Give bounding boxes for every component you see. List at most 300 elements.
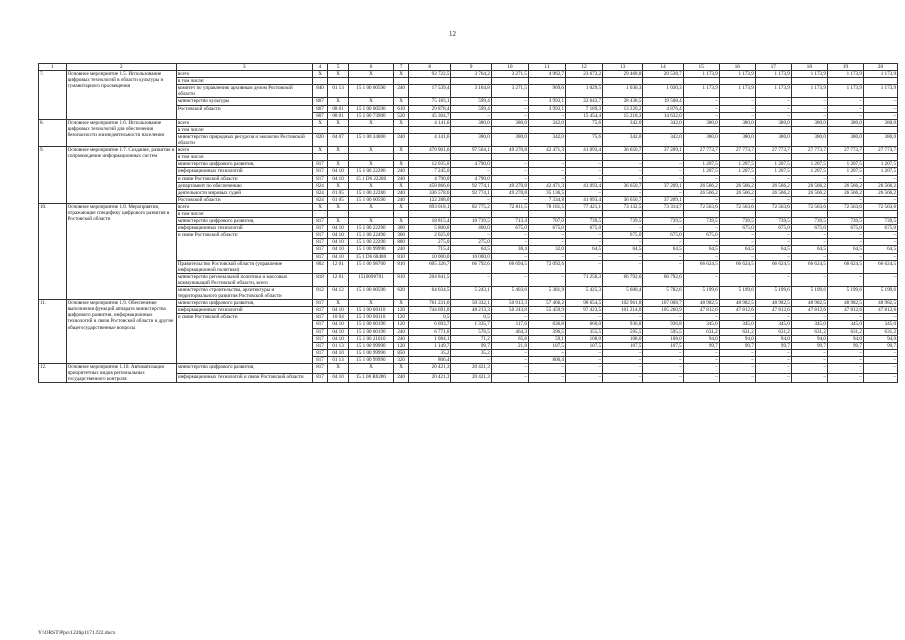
amount-cell (755, 154, 791, 161)
amount-cell: 675,0 (491, 225, 528, 232)
amount-cell: – (491, 168, 528, 175)
amount-cell: 47 812,6 (863, 307, 897, 314)
amount-cell: – (863, 105, 897, 112)
code-cell: 240 (394, 133, 409, 146)
amount-cell: 380,0 (827, 119, 863, 126)
amount-cell: – (755, 239, 791, 246)
amount-cell (791, 126, 827, 133)
amount-cell (491, 154, 528, 161)
amount-cell: – (827, 314, 863, 321)
amount-cell: 380,0 (683, 133, 719, 146)
amount-cell: – (683, 105, 719, 112)
amount-cell: – (827, 175, 863, 182)
amount-cell: 1 173,9 (755, 71, 791, 78)
executor-cell: в том числе: (176, 210, 312, 217)
amount-cell: 342,0 (643, 119, 683, 126)
amount-cell: – (643, 253, 683, 260)
code-cell: 04 10 (328, 328, 348, 335)
amount-cell: 355,5 (565, 328, 602, 335)
amount-cell: 41 093,4 (565, 196, 602, 203)
amount-cell: 108,0 (643, 335, 683, 342)
amount-cell: – (755, 253, 791, 260)
executor-cell: деятельности мировых судей (176, 189, 312, 196)
amount-cell: 20 421,3 (451, 373, 491, 383)
amount-cell: 10 000,0 (409, 253, 451, 260)
amount-cell: 345,0 (719, 321, 755, 328)
amount-cell (491, 210, 528, 217)
amount-cell: 72 563,6 (863, 203, 897, 210)
amount-cell: 936,8 (603, 321, 643, 328)
amount-cell: 631,2 (719, 328, 755, 335)
code-cell (312, 154, 328, 161)
amount-cell: 5 800,0 (409, 225, 451, 232)
amount-cell: – (827, 356, 863, 363)
code-cell: 15 1 00 73900 (348, 112, 394, 119)
amount-cell: 1 207,5 (719, 161, 755, 168)
amount-cell: 1 207,5 (791, 168, 827, 175)
code-cell: 240 (394, 168, 409, 175)
code-cell: 15 1 00 00590 (348, 196, 394, 203)
amount-cell: – (643, 189, 683, 196)
amount-cell: 396,5 (528, 328, 565, 335)
executor-cell: информационных технологий (176, 225, 312, 232)
amount-cell: 99,7 (755, 342, 791, 349)
amount-cell: – (827, 112, 863, 119)
event-name-cell: Основное мероприятие 1.5. Использование цифровых технологий в области культуры и гуманитарного просвещения (66, 71, 176, 120)
amount-cell: – (643, 161, 683, 168)
executor-cell: в том числе: (176, 126, 312, 133)
amount-cell: 660,0 (565, 321, 602, 328)
amount-cell: – (643, 260, 683, 273)
amount-cell: – (791, 175, 827, 182)
amount-cell: – (791, 373, 827, 383)
row-number-cell: 10. (39, 203, 67, 299)
executor-cell: министерство культуры (176, 98, 312, 105)
amount-cell: 631,2 (827, 328, 863, 335)
amount-cell: 49 270,8 (491, 189, 528, 196)
amount-cell: – (755, 273, 791, 286)
amount-cell: 75,6 (565, 119, 602, 126)
amount-cell: – (451, 273, 491, 286)
amount-cell: – (755, 112, 791, 119)
amount-cell: 27 773,7 (755, 147, 791, 154)
code-cell: Х (394, 147, 409, 154)
code-cell: 04 10 (328, 373, 348, 383)
code-cell: 817 (312, 321, 328, 328)
code-cell: 817 (312, 175, 328, 182)
code-cell: 15 1 00 22280 (348, 168, 394, 175)
amount-cell (643, 126, 683, 133)
amount-cell: 380,0 (683, 119, 719, 126)
amount-cell: 631,2 (863, 328, 897, 335)
amount-cell: 675,0 (827, 225, 863, 232)
header-cell: 9 (451, 64, 491, 71)
executor-cell: всего (176, 71, 312, 78)
amount-cell: – (643, 349, 683, 356)
amount-cell: – (719, 196, 755, 203)
amount-cell: 107,5 (528, 342, 565, 349)
amount-cell: 64,5 (719, 246, 755, 253)
code-cell: Х (394, 218, 409, 225)
amount-cell: 26 566,2 (683, 189, 719, 196)
amount-cell: – (791, 232, 827, 239)
amount-cell (827, 126, 863, 133)
amount-cell: 64,5 (863, 246, 897, 253)
amount-cell: 27 773,7 (719, 147, 755, 154)
amount-cell: – (719, 314, 755, 321)
code-cell: 10 04 (328, 314, 348, 321)
code-cell: 807 (312, 112, 328, 119)
amount-cell: 66 624,5 (755, 260, 791, 273)
amount-cell: 3 993,1 (528, 98, 565, 105)
amount-cell: – (643, 373, 683, 383)
amount-cell: – (719, 349, 755, 356)
amount-cell: – (491, 253, 528, 260)
code-cell: 120 (394, 307, 409, 314)
amount-cell (409, 210, 451, 217)
amount-cell: – (719, 175, 755, 182)
amount-cell: 1 207,5 (683, 168, 719, 175)
amount-cell: – (603, 239, 643, 246)
amount-cell: 345,0 (863, 321, 897, 328)
amount-cell: – (491, 364, 528, 374)
amount-cell: – (683, 273, 719, 286)
amount-cell: – (791, 239, 827, 246)
amount-cell (565, 78, 602, 85)
amount-cell: 27 773,7 (791, 147, 827, 154)
amount-cell: 936,8 (643, 321, 683, 328)
amount-cell: 59,1 (528, 335, 565, 342)
amount-cell: 99,7 (451, 342, 491, 349)
amount-cell: 204 841,5 (409, 273, 451, 286)
amount-cell: 73 314,7 (643, 203, 683, 210)
amount-cell: 5 381,9 (528, 287, 565, 300)
amount-cell: 806,4 (528, 356, 565, 363)
amount-cell: 458 866,6 (409, 182, 451, 189)
amount-cell: 5 199,6 (863, 287, 897, 300)
amount-cell: 97 564,1 (451, 147, 491, 154)
amount-cell: 675,0 (719, 225, 755, 232)
header-cell: 1 (39, 64, 67, 71)
amount-cell: – (863, 273, 897, 286)
code-cell: 240 (394, 196, 409, 203)
code-cell: 04 10 (328, 349, 348, 356)
amount-cell: 1 207,5 (755, 168, 791, 175)
amount-cell: – (491, 356, 528, 363)
amount-cell: 1 173,9 (791, 85, 827, 98)
amount-cell: 37 209,1 (643, 147, 683, 154)
event-name-cell: Основное мероприятие 1.10. Автоматизация приоритетных видов региональных государственного контроля (66, 364, 176, 383)
amount-cell: 26 566,2 (755, 182, 791, 189)
amount-cell: 66 624,5 (791, 260, 827, 273)
code-cell: 240 (394, 189, 409, 196)
amount-cell: 707,0 (528, 218, 565, 225)
amount-cell (565, 154, 602, 161)
amount-cell: 1 173,9 (755, 85, 791, 98)
budget-table-container (38, 63, 898, 383)
amount-cell: 1 173,9 (827, 85, 863, 98)
amount-cell: 1 207,5 (791, 161, 827, 168)
amount-cell: 48 982,5 (719, 300, 755, 307)
amount-cell: 342,0 (528, 119, 565, 126)
code-cell: 04 10 (328, 321, 348, 328)
code-cell: Х (394, 300, 409, 307)
page-number: 12 (449, 30, 456, 38)
amount-cell: 675,0 (528, 225, 565, 232)
row-number-cell: 12. (39, 364, 67, 383)
executor-cell: Ростовской области (176, 105, 312, 119)
amount-cell: 72 563,6 (791, 203, 827, 210)
header-cell: 12 (565, 64, 602, 71)
amount-cell: – (603, 373, 643, 383)
amount-cell: – (603, 225, 643, 232)
code-cell: 1510098701 (348, 273, 394, 286)
amount-cell: 99,7 (683, 342, 719, 349)
executor-cell: всего (176, 119, 312, 126)
code-cell: 15 1 00 99990 (348, 349, 394, 356)
code-cell: 240 (394, 246, 409, 253)
amount-cell: 66 792,6 (603, 273, 643, 286)
code-cell: 15 1 00 00190 (348, 328, 394, 335)
amount-cell: – (683, 196, 719, 203)
amount-cell: 47 812,6 (791, 307, 827, 314)
amount-cell: 761 231,6 (409, 300, 451, 307)
amount-cell: 27 773,7 (683, 147, 719, 154)
code-cell: 04 10 (328, 253, 348, 260)
code-cell: Х (348, 98, 394, 105)
code-cell: 820 (312, 133, 328, 146)
amount-cell: 50 913,3 (491, 300, 528, 307)
amount-cell: – (451, 356, 491, 363)
executor-cell: и связи Ростовской области (176, 175, 312, 182)
amount-cell: – (451, 232, 491, 239)
amount-cell: 71 256,3 (565, 273, 602, 286)
amount-cell (603, 210, 643, 217)
code-cell: 812 (312, 287, 328, 300)
amount-cell: 342,0 (603, 119, 643, 126)
code-cell: 120 (394, 314, 409, 321)
amount-cell: 675,0 (683, 232, 719, 239)
code-cell: 320 (394, 356, 409, 363)
amount-cell: 739,5 (863, 218, 897, 225)
amount-cell: – (643, 364, 683, 374)
code-cell: 824 (312, 189, 328, 196)
amount-cell: 18 815,4 (409, 218, 451, 225)
amount-cell: 26 566,2 (683, 182, 719, 189)
amount-cell: 64 034,5 (409, 287, 451, 300)
code-cell (312, 126, 328, 133)
code-cell: 15 1 00 24000 (348, 133, 394, 146)
code-cell: 01 05 (328, 196, 348, 203)
amount-cell: – (683, 175, 719, 182)
code-cell: 817 (312, 342, 328, 349)
amount-cell (863, 126, 897, 133)
code-cell (348, 78, 394, 85)
amount-cell: 122 288,0 (409, 196, 451, 203)
amount-cell (643, 154, 683, 161)
amount-cell: – (755, 364, 791, 374)
amount-cell: – (491, 273, 528, 286)
amount-cell: 66 694,5 (491, 260, 528, 273)
amount-cell: 1 207,5 (863, 161, 897, 168)
amount-cell: – (791, 253, 827, 260)
amount-cell: 380,0 (755, 133, 791, 146)
code-cell: 817 (312, 232, 328, 239)
amount-cell: 55 459,9 (528, 307, 565, 314)
amount-cell: 675,0 (565, 225, 602, 232)
amount-cell: 98 654,5 (565, 300, 602, 307)
amount-cell: 94,0 (791, 335, 827, 342)
amount-cell: – (565, 232, 602, 239)
amount-cell: – (491, 239, 528, 246)
amount-cell (683, 126, 719, 133)
code-cell: 810 (394, 260, 409, 273)
amount-cell: – (827, 349, 863, 356)
amount-cell: 675,0 (791, 225, 827, 232)
amount-cell (827, 78, 863, 85)
amount-cell: 45 304,7 (409, 112, 451, 119)
code-cell: 15 1 00 00590 (348, 105, 394, 112)
executor-cell: в том числе: (176, 154, 312, 161)
amount-cell: 19 508,4 (643, 98, 683, 105)
budget-table (38, 63, 898, 383)
amount-cell: 20 538,7 (643, 71, 683, 78)
amount-cell: 0,5 (409, 314, 451, 321)
code-cell (328, 210, 348, 217)
amount-cell: 739,5 (791, 218, 827, 225)
code-cell: 15 1 D6 68480 (348, 253, 394, 260)
amount-cell: 6 693,7 (409, 321, 451, 328)
header-cell: 4 (312, 64, 328, 71)
amount-cell: 17 539,4 (409, 85, 451, 98)
amount-cell: – (683, 239, 719, 246)
row-number-cell: 8. (39, 119, 67, 146)
amount-cell: 1 173,9 (683, 71, 719, 78)
amount-cell: – (863, 314, 897, 321)
amount-cell: 66 624,5 (827, 260, 863, 273)
code-cell: Х (348, 218, 394, 225)
code-cell: Х (348, 203, 394, 210)
amount-cell: 66 624,5 (719, 260, 755, 273)
amount-cell (755, 210, 791, 217)
amount-cell: – (528, 314, 565, 321)
amount-cell: 47 812,6 (755, 307, 791, 314)
amount-cell: 41 093,4 (565, 147, 602, 154)
code-cell: 15 1 00 22290 (348, 225, 394, 232)
code-cell: Х (328, 119, 348, 126)
amount-cell (528, 154, 565, 161)
amount-cell: – (827, 253, 863, 260)
amount-cell: 47 812,6 (827, 307, 863, 314)
code-cell: 15 1 00 98700 (348, 260, 394, 273)
amount-cell: 107,5 (643, 342, 683, 349)
amount-cell: 57 466,2 (528, 300, 565, 307)
code-cell: 01 13 (328, 356, 348, 363)
amount-cell: – (528, 161, 565, 168)
amount-cell: – (791, 98, 827, 105)
executor-cell: министерство цифрового развития, (176, 364, 312, 374)
amount-cell: 47 812,6 (683, 307, 719, 314)
amount-cell: 1 207,5 (827, 168, 863, 175)
code-cell: 817 (312, 218, 328, 225)
executor-cell: информационных технологий (176, 168, 312, 175)
amount-cell: 26 566,2 (863, 182, 897, 189)
amount-cell: 10 000,0 (451, 253, 491, 260)
amount-cell: 7 245,0 (409, 168, 451, 175)
amount-cell (409, 126, 451, 133)
amount-cell (491, 126, 528, 133)
amount-cell: 26 566,2 (827, 189, 863, 196)
amount-cell: – (755, 196, 791, 203)
executor-cell: министерство цифрового развития, (176, 300, 312, 307)
amount-cell: 470 901,6 (409, 147, 451, 154)
code-cell: 810 (394, 273, 409, 286)
amount-cell: 380,0 (451, 119, 491, 126)
amount-cell: 107 008,7 (643, 300, 683, 307)
amount-cell: 1 173,9 (863, 85, 897, 98)
amount-cell: – (451, 112, 491, 119)
amount-cell: – (863, 253, 897, 260)
amount-cell: 29 468,8 (603, 71, 643, 78)
amount-cell: 99,7 (863, 342, 897, 349)
code-cell: 01 13 (328, 342, 348, 349)
amount-cell: 4 141,6 (409, 133, 451, 146)
amount-cell: 36 650,7 (603, 182, 643, 189)
amount-cell: – (603, 356, 643, 363)
amount-cell: 105 260,9 (643, 307, 683, 314)
amount-cell: – (863, 349, 897, 356)
executor-cell: в том числе: (176, 78, 312, 85)
amount-cell: 75 183,1 (409, 98, 451, 105)
header-cell: 10 (491, 64, 528, 71)
amount-cell: – (755, 314, 791, 321)
amount-cell: 739,5 (719, 218, 755, 225)
amount-cell: 5 403,6 (491, 287, 528, 300)
amount-cell: 7 189,3 (565, 105, 602, 112)
amount-cell: 42 471,3 (528, 182, 565, 189)
amount-cell (491, 78, 528, 85)
amount-cell: 1 173,9 (719, 71, 755, 78)
code-cell: 240 (394, 85, 409, 98)
amount-cell: 48 982,5 (683, 300, 719, 307)
amount-cell: – (863, 373, 897, 383)
amount-cell: 92 774,1 (451, 189, 491, 196)
amount-cell: 12 035,0 (409, 161, 451, 168)
code-cell: 04 12 (328, 287, 348, 300)
amount-cell: – (755, 175, 791, 182)
amount-cell: – (827, 105, 863, 112)
amount-cell: – (565, 314, 602, 321)
amount-cell: 26 566,2 (791, 189, 827, 196)
code-cell: 04 10 (328, 239, 348, 246)
amount-cell (827, 210, 863, 217)
header-cell: 11 (528, 64, 565, 71)
code-cell: 15 1 00 00110 (348, 307, 394, 314)
header-cell: 16 (719, 64, 755, 71)
code-cell: 15 1 00 99990 (348, 342, 394, 349)
amount-cell: – (528, 112, 565, 119)
amount-cell: 342,0 (643, 133, 683, 146)
amount-cell: 275,0 (451, 239, 491, 246)
amount-cell: 47 812,6 (719, 307, 755, 314)
amount-cell (603, 126, 643, 133)
amount-cell: – (791, 112, 827, 119)
code-cell: 04 10 (328, 246, 348, 253)
code-cell (348, 126, 394, 133)
amount-cell: – (603, 175, 643, 182)
amount-cell: – (491, 314, 528, 321)
amount-cell: 380,0 (719, 119, 755, 126)
